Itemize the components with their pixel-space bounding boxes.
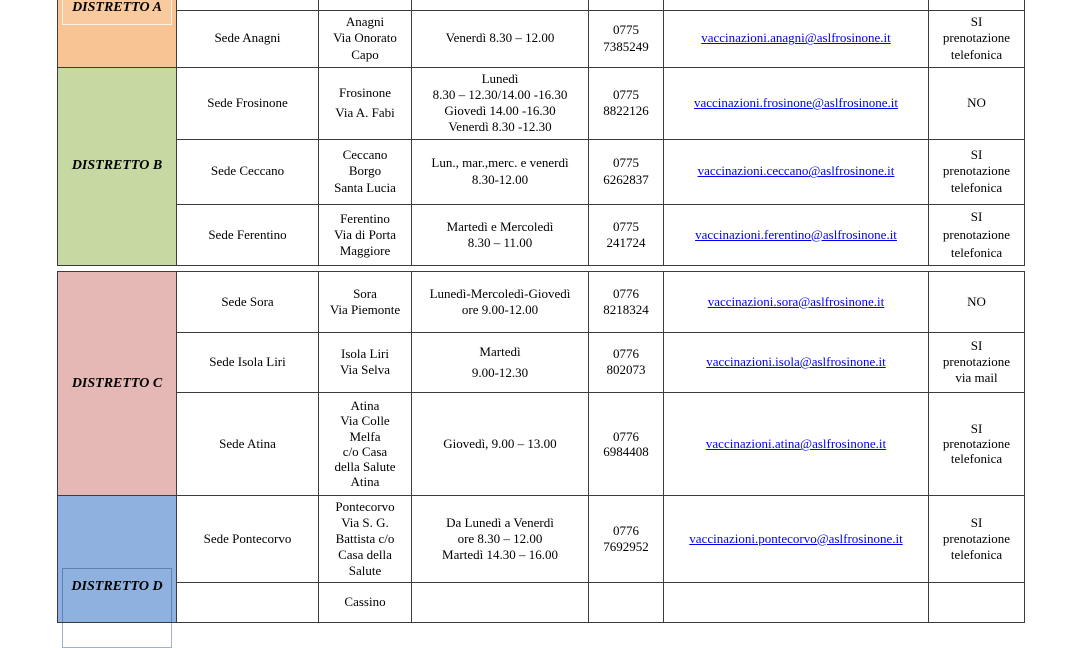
sede-cell xyxy=(177,10,319,67)
email-cell xyxy=(664,204,929,265)
text-line: 6984408 xyxy=(603,443,649,459)
text-line: 8.30-12.00 xyxy=(471,171,529,187)
schedule-cell xyxy=(412,0,589,10)
table-row xyxy=(58,67,1025,139)
text-line: Atina xyxy=(350,474,380,490)
phone-cell xyxy=(589,582,664,622)
district-label: DISTRETTO A xyxy=(72,0,162,15)
address-cell xyxy=(319,332,412,392)
address-cell xyxy=(319,271,412,332)
text-line: 7692952 xyxy=(603,538,649,554)
table-row xyxy=(58,332,1025,392)
email-link[interactable]: vaccinazioni.ferentino@aslfrosinone.it xyxy=(695,226,897,242)
text-line: 0775 xyxy=(613,22,639,38)
district-label: DISTRETTO B xyxy=(71,158,163,174)
district-label: DISTRETTO D xyxy=(71,578,163,594)
email-cell xyxy=(664,139,929,204)
email-link[interactable]: vaccinazioni.frosinone@aslfrosinone.it xyxy=(693,94,899,110)
booking-cell xyxy=(929,392,1025,495)
district-label-box xyxy=(62,0,172,25)
sede-cell xyxy=(177,67,319,139)
text-line: 0776 xyxy=(613,428,639,444)
sede-cell xyxy=(177,271,319,332)
text-line: 8.30 – 12.30/14.00 -16.30 xyxy=(432,86,568,102)
text-line: telefonica xyxy=(950,546,1003,562)
email-cell xyxy=(664,582,929,622)
text-line: telefonica xyxy=(950,244,1003,260)
booking-cell xyxy=(929,139,1025,204)
sede-label: Sede Ceccano xyxy=(210,163,285,179)
sede-cell xyxy=(177,582,319,622)
text-line: Cassino xyxy=(344,594,386,610)
vaccination-schedule-table xyxy=(57,0,1025,266)
email-link[interactable]: vaccinazioni.ceccano@aslfrosinone.it xyxy=(697,163,895,179)
text-line: 9.00-12.30 xyxy=(471,364,529,380)
address-cell xyxy=(319,139,412,204)
text-line: ore 9.00-12.00 xyxy=(461,301,539,317)
text-line: Venerdì 8.30 -12.30 xyxy=(448,119,552,135)
email-cell xyxy=(664,67,929,139)
sede-label: Sede Frosinone xyxy=(207,94,288,110)
text-line: Via Selva xyxy=(339,362,391,378)
email-cell xyxy=(664,10,929,67)
email-link[interactable]: vaccinazioni.sora@aslfrosinone.it xyxy=(707,293,885,309)
table-row xyxy=(58,10,1025,67)
phone-cell xyxy=(589,0,664,10)
text-line: Via Piemonte xyxy=(329,301,401,317)
schedule-cell xyxy=(412,332,589,392)
text-line: 8.30 – 11.00 xyxy=(467,234,533,250)
text-line: Via A. Fabi xyxy=(335,105,395,120)
sede-label: Sede Sora xyxy=(221,293,274,309)
district-cell xyxy=(58,0,177,67)
email-link[interactable]: vaccinazioni.anagni@aslfrosinone.it xyxy=(701,30,891,46)
booking-cell xyxy=(929,67,1025,139)
email-link[interactable]: vaccinazioni.atina@aslfrosinone.it xyxy=(705,436,887,452)
sede-label: Sede Atina xyxy=(219,436,276,452)
text-line: Anagni xyxy=(345,14,385,30)
schedule-cell xyxy=(412,204,589,265)
booking-cell xyxy=(929,0,1025,10)
address-cell xyxy=(319,0,412,10)
booking-cell xyxy=(929,271,1025,332)
booking-cell xyxy=(929,10,1025,67)
text-line: Via Onorato xyxy=(333,30,397,46)
text-line: Atina xyxy=(350,397,380,413)
text-line: SI xyxy=(970,420,983,436)
text-line: Capo xyxy=(351,46,379,62)
booking-cell xyxy=(929,204,1025,265)
text-line: NO xyxy=(967,94,986,110)
phone-cell xyxy=(589,67,664,139)
text-line: 6262837 xyxy=(603,171,649,187)
schedule-cell xyxy=(412,495,589,582)
text-line: della Salute xyxy=(334,459,396,475)
table-row xyxy=(58,139,1025,204)
address-cell xyxy=(319,582,412,622)
text-line: prenotazione xyxy=(942,354,1011,370)
text-line: SI xyxy=(970,147,983,163)
text-line: 241724 xyxy=(606,234,646,250)
text-line: Lun., mar.,merc. e venerdì xyxy=(431,155,569,171)
text-line: prenotazione xyxy=(942,30,1011,46)
text-line: prenotazione xyxy=(942,436,1011,452)
address-cell xyxy=(319,392,412,495)
table-row xyxy=(58,271,1025,332)
text-line: 7385249 xyxy=(603,38,649,54)
phone-cell xyxy=(589,332,664,392)
address-cell xyxy=(319,204,412,265)
text-line: Casa della xyxy=(338,546,392,562)
text-line: 0776 xyxy=(613,522,639,538)
sede-label: Sede Anagni xyxy=(214,30,281,46)
email-cell xyxy=(664,0,929,10)
sede-cell xyxy=(177,495,319,582)
district-label-box xyxy=(62,568,172,648)
phone-cell xyxy=(589,139,664,204)
text-line: Santa Lucia xyxy=(334,179,396,195)
schedule-cell xyxy=(412,67,589,139)
text-line: Martedì xyxy=(479,343,521,359)
schedule-cell xyxy=(412,271,589,332)
schedule-cell xyxy=(412,392,589,495)
text-line: ore 8.30 – 12.00 xyxy=(457,530,543,546)
text-line: Giovedì, 9.00 – 13.00 xyxy=(443,436,557,452)
table-row xyxy=(58,204,1025,265)
email-cell xyxy=(664,271,929,332)
schedule-cell xyxy=(412,10,589,67)
text-line: SI xyxy=(970,14,983,30)
district-label-box xyxy=(58,68,176,265)
schedule-cell xyxy=(412,139,589,204)
text-line: 0775 xyxy=(613,86,639,102)
sede-cell xyxy=(177,0,319,10)
text-line: SI xyxy=(970,338,983,354)
text-line: 0776 xyxy=(613,285,639,301)
email-cell xyxy=(664,392,929,495)
text-line: Via Colle xyxy=(340,413,390,429)
text-line: prenotazione xyxy=(942,163,1011,179)
text-line: telefonica xyxy=(950,46,1003,62)
text-line: prenotazione xyxy=(942,530,1011,546)
text-line: Pontecorvo xyxy=(335,498,395,514)
text-line: Maggiore xyxy=(339,242,391,258)
text-line: Via di Porta xyxy=(333,226,397,242)
text-line: Ceccano xyxy=(342,147,388,163)
vaccination-schedule-table xyxy=(57,271,1025,623)
text-line: 8218324 xyxy=(603,301,649,317)
text-line: Lunedì xyxy=(481,70,519,86)
text-line: Venerdì 8.30 – 12.00 xyxy=(445,30,555,46)
phone-cell xyxy=(589,392,664,495)
text-line: c/o Casa xyxy=(342,443,388,459)
text-line: SI xyxy=(970,514,983,530)
text-line: Lunedì-Mercoledì-Giovedì xyxy=(429,285,571,301)
text-line: 0775 xyxy=(613,155,639,171)
sede-cell xyxy=(177,332,319,392)
text-line: Martedì 14.30 – 16.00 xyxy=(442,546,558,562)
sede-cell xyxy=(177,204,319,265)
address-cell xyxy=(319,10,412,67)
text-line: Via S. G. xyxy=(341,514,389,530)
table-row xyxy=(58,0,1025,10)
district-cell xyxy=(58,271,177,495)
phone-cell xyxy=(589,271,664,332)
text-line: Ferentino xyxy=(340,210,390,226)
schedule-cell xyxy=(412,582,589,622)
email-cell xyxy=(664,332,929,392)
sede-label: Sede Isola Liri xyxy=(209,354,286,370)
text-line: Salute xyxy=(348,562,382,578)
text-line: Giovedì 14.00 -16.30 xyxy=(444,103,556,118)
text-line: NO xyxy=(967,293,986,309)
text-line: telefonica xyxy=(950,451,1003,467)
text-line: via mail xyxy=(955,370,998,386)
text-line: SI xyxy=(970,208,983,224)
district-label-box xyxy=(58,272,176,495)
sede-cell xyxy=(177,392,319,495)
email-link[interactable]: vaccinazioni.pontecorvo@aslfrosinone.it xyxy=(689,530,903,546)
phone-cell xyxy=(589,495,664,582)
text-line: 0776 xyxy=(613,346,639,362)
text-line: telefonica xyxy=(950,179,1003,195)
district-label: DISTRETTO C xyxy=(71,375,163,391)
table-row xyxy=(58,582,1025,622)
district-cell xyxy=(58,495,177,622)
phone-cell xyxy=(589,10,664,67)
booking-cell xyxy=(929,332,1025,392)
booking-cell xyxy=(929,495,1025,582)
email-cell xyxy=(664,495,929,582)
text-line: Da Lunedì a Venerdì xyxy=(446,514,554,530)
sede-cell xyxy=(177,139,319,204)
text-line: prenotazione xyxy=(942,226,1011,242)
table-row xyxy=(58,392,1025,495)
sede-label: Sede Pontecorvo xyxy=(203,530,292,546)
address-cell xyxy=(319,495,412,582)
text-line: Martedì e Mercoledì xyxy=(446,218,554,234)
text-line: Battista c/o xyxy=(335,530,395,546)
address-cell xyxy=(319,67,412,139)
text-line: 802073 xyxy=(606,362,646,378)
text-line: 8822126 xyxy=(603,103,649,118)
text-line: Borgo xyxy=(348,163,382,179)
document-page xyxy=(57,0,1024,623)
text-line: Melfa xyxy=(349,428,381,444)
sede-label: Sede Ferentino xyxy=(208,226,287,242)
district-cell xyxy=(58,67,177,265)
email-link[interactable]: vaccinazioni.isola@aslfrosinone.it xyxy=(706,354,886,370)
text-line: Isola Liri xyxy=(340,346,389,362)
text-line: 0775 xyxy=(613,218,639,234)
text-line: Frosinone xyxy=(339,84,391,100)
booking-cell xyxy=(929,582,1025,622)
text-line: Sora xyxy=(353,285,377,301)
table-row xyxy=(58,495,1025,582)
phone-cell xyxy=(589,204,664,265)
